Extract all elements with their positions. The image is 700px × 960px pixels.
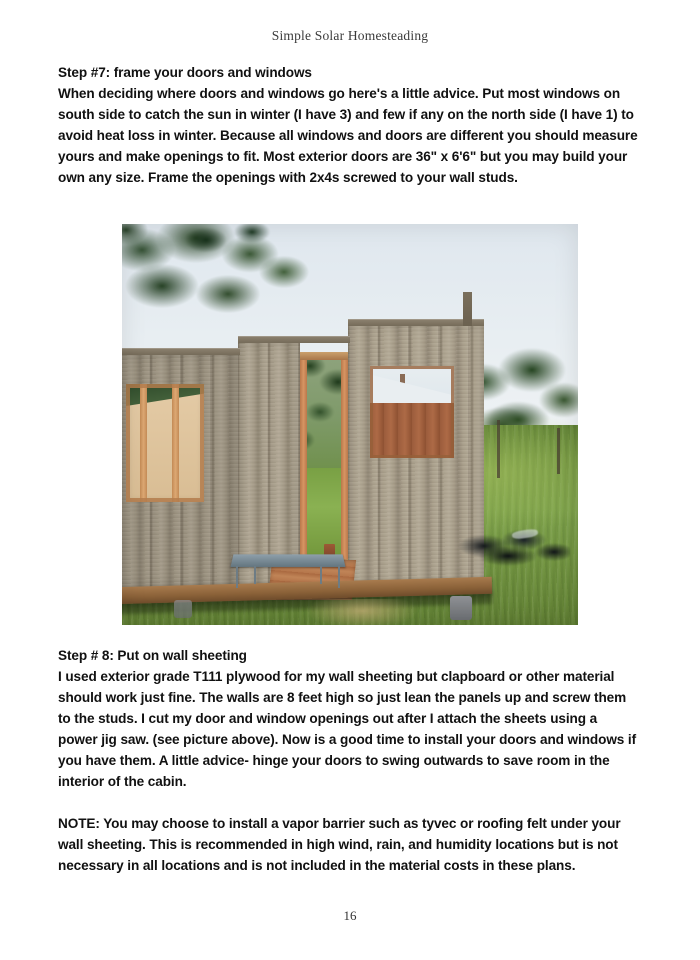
page-number: 16 [343, 908, 357, 923]
table-top [230, 554, 345, 567]
window-left-frame [126, 384, 204, 502]
table-leg [236, 566, 238, 588]
foundation-pier [174, 600, 192, 618]
step8-body: I used exterior grade T111 plywood for my wall sheeting but clapboard or other material should work just fine. The walls are 8 feet high so just lean the panels up and screw them to the studs. I cut my door and window openings out after I attach the sheets using a power jig saw. (see picture above). Now is a good time to install your doors and windows if you have them. A little advice- hinge your doors to swing outwards to save room in the interior of the cabin. [58, 669, 637, 789]
door-jamb-left [300, 352, 307, 566]
photo-fence-post [497, 420, 500, 478]
cabin-top-plate [238, 336, 350, 343]
window-right-frame [370, 366, 454, 458]
table-leg [254, 566, 256, 584]
tarp-supplies-pile [458, 524, 570, 570]
photo-trees-left-upper [176, 224, 296, 278]
siding-grain [238, 340, 300, 588]
door-jamb-right [341, 352, 348, 566]
photo-canvas [122, 224, 578, 625]
window-opening-left [126, 384, 204, 502]
page-content-lower [58, 645, 638, 876]
note-paragraph: NOTE: You may choose to install a vapor barrier such as tyvec or roofing felt under your wall sheeting. This is recommended in high wind, rain, and humidity locations but is not necessary in all locations and is not included in the material costs in these plans. [58, 816, 621, 873]
table-leg [338, 566, 340, 588]
metal-table [232, 554, 344, 574]
step7-heading: Step #7: frame your doors and windows [58, 65, 312, 80]
cabin-corner-post [463, 292, 472, 326]
cabin-photo [122, 224, 578, 625]
photo-fence-post [557, 428, 560, 474]
running-header: Simple Solar Homesteading [271, 28, 429, 43]
window-opening-right [370, 366, 454, 458]
paragraph-spacer [58, 792, 638, 813]
dirt-patch [307, 599, 417, 625]
cabin-top-plate [122, 348, 240, 355]
foundation-pier [450, 596, 472, 620]
table-leg [320, 566, 322, 584]
cabin-wall-middle [238, 340, 300, 588]
step8-heading: Step # 8: Put on wall sheeting [58, 648, 247, 663]
page-content [58, 62, 638, 188]
door-opening [300, 352, 348, 566]
door-header [300, 352, 348, 360]
cabin-structure [122, 308, 484, 588]
step7-body: When deciding where doors and windows go here's a little advice. Put most windows on south side to catch the sun in winter (I have 3) and few if any on the north side (I have 1) to avoid heat loss in winter. Because all windows and doors are different you should measure yours and make openings to fit. Most exterior doors are 36" x 6'6" but you may build your own any size. Frame the openings with 2x4s screwed to your wall studs. [58, 86, 638, 185]
